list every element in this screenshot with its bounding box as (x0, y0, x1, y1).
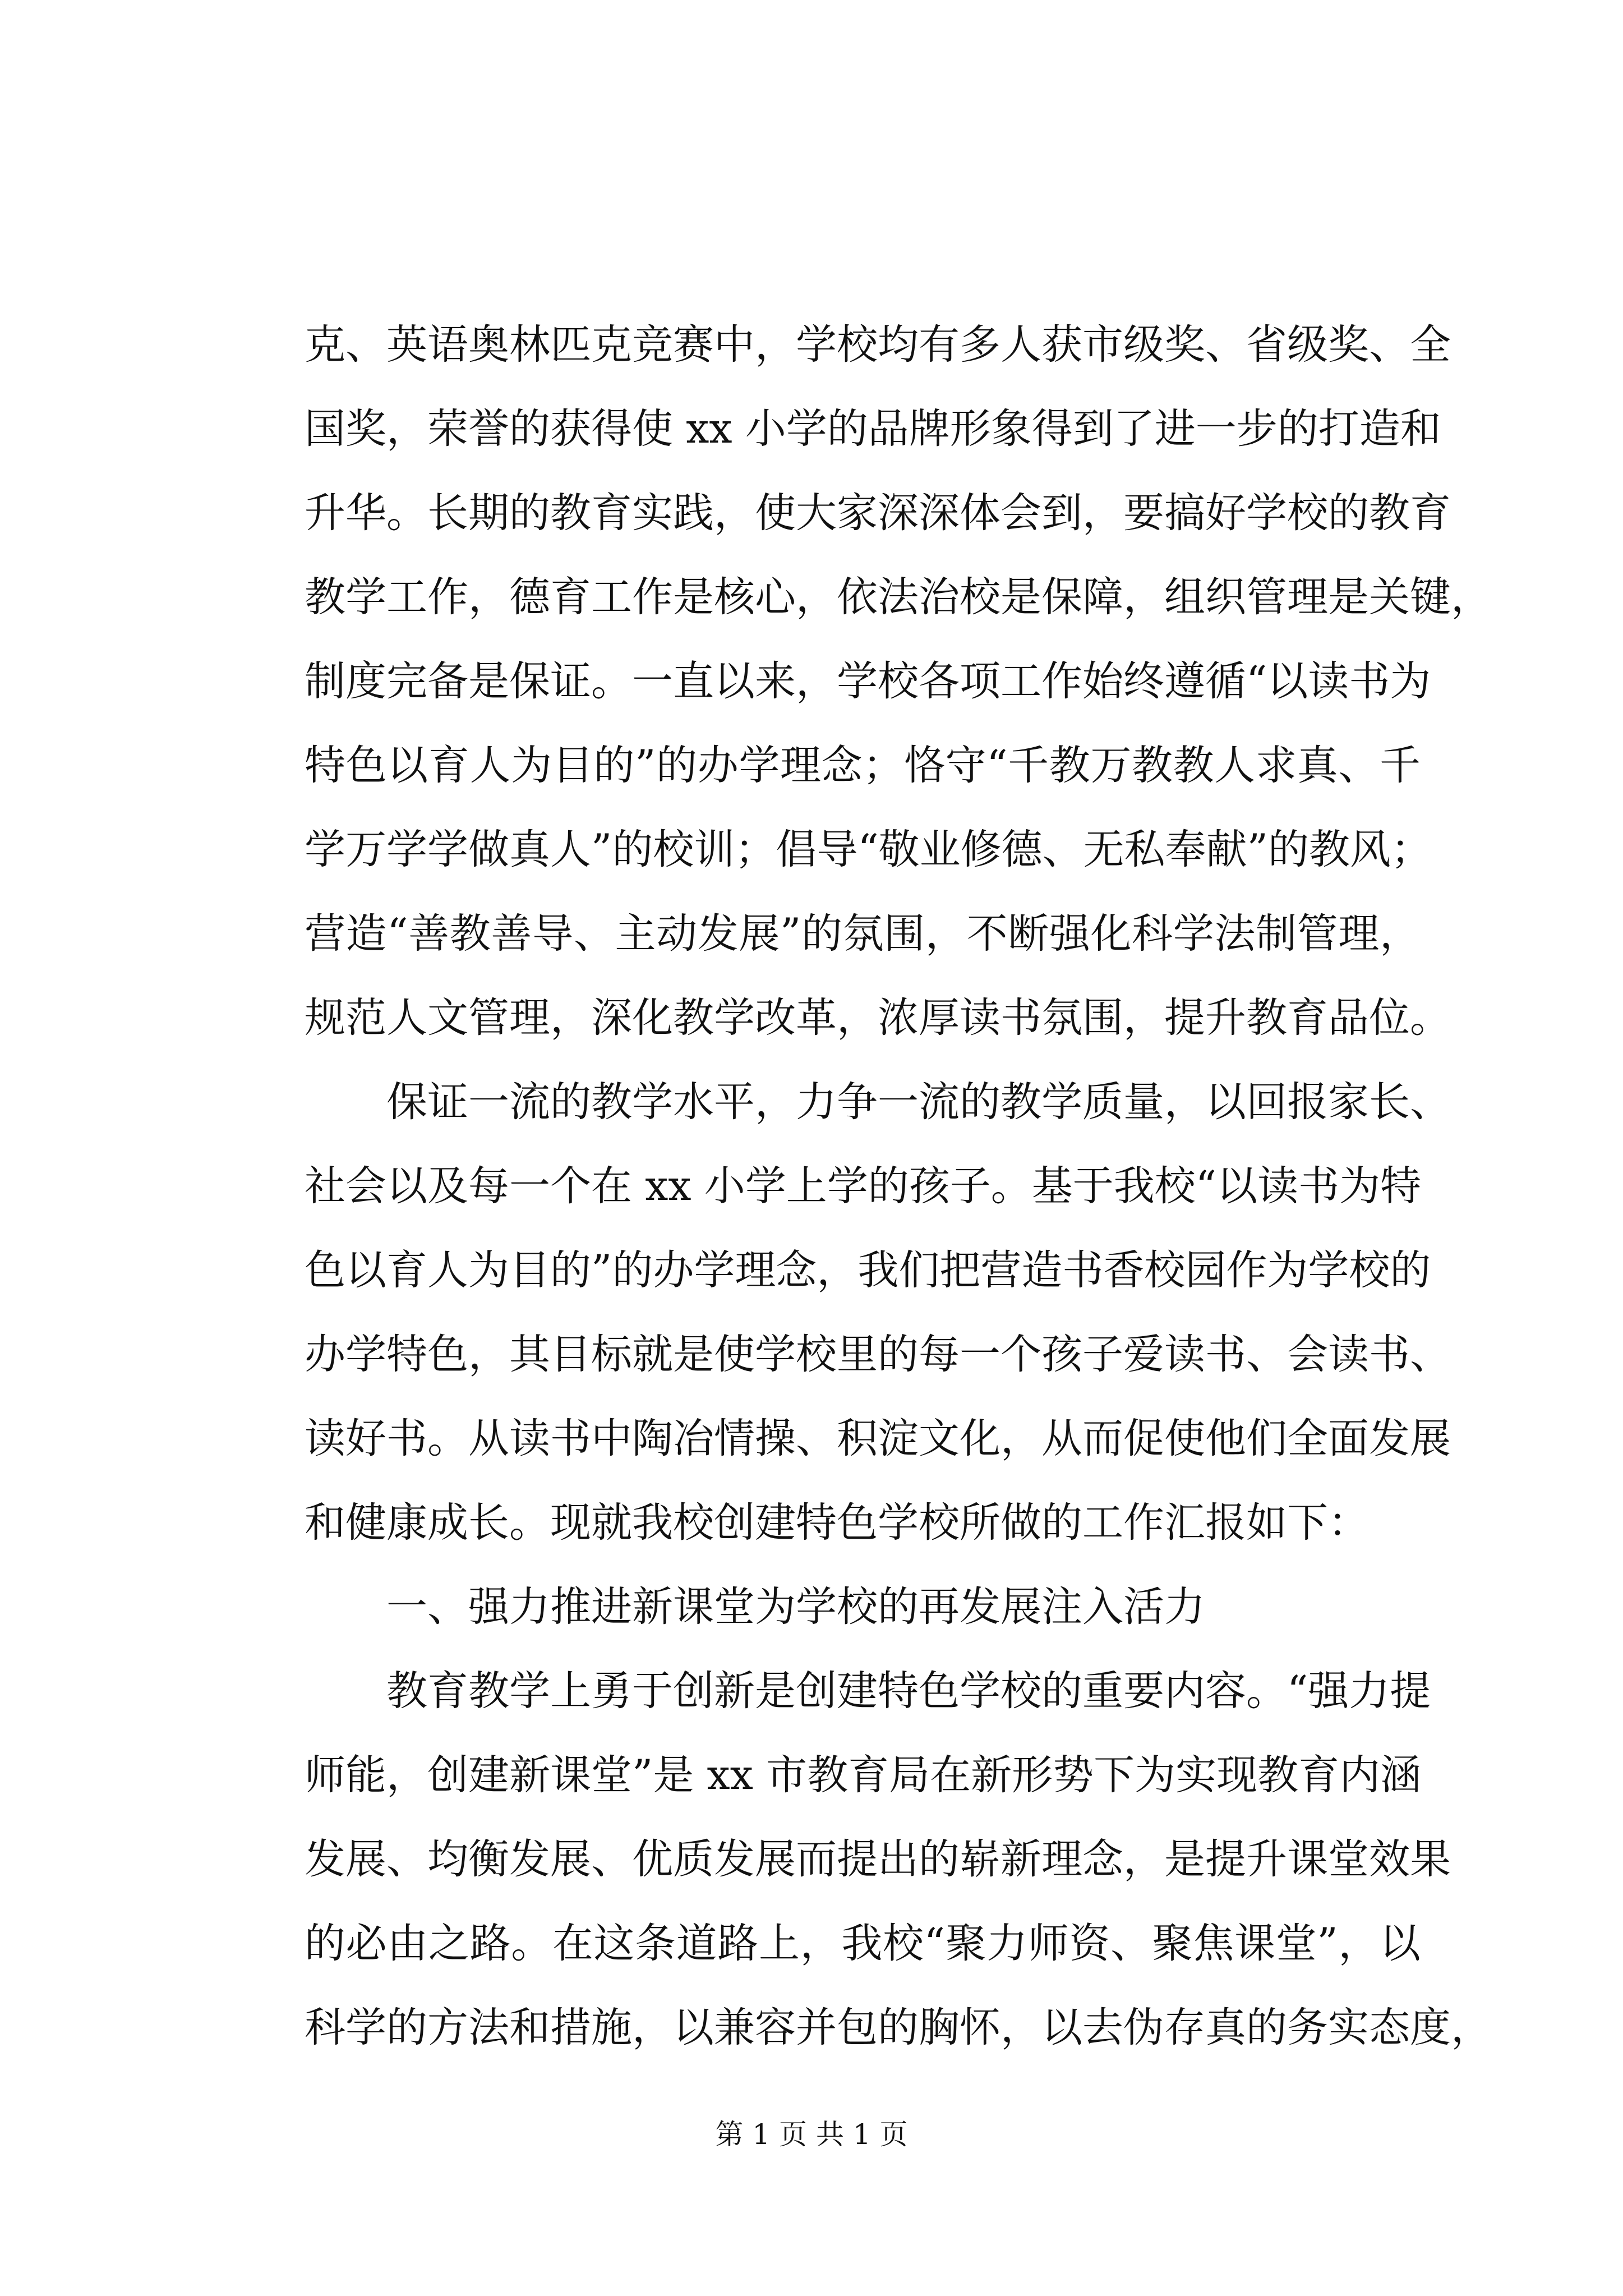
text-line-17: 教育教学上勇于创新是创建特色学校的重要内容。“强力提 (305, 1667, 1431, 1715)
text-line-12: 色以育人为目的”的办学理念，我们把营造书香校园作为学校的 (305, 1246, 1431, 1294)
text-line-11: 社会以及每一个在 xx 小学上学的孩子。基于我校“以读书为特 (305, 1162, 1422, 1210)
text-line-6: 特色以育人为目的”的办学理念；恪守“千教万教教人求真、千 (305, 742, 1421, 789)
page-footer: 第 1 页 共 1 页 (715, 2118, 908, 2151)
text-line-20: 的必由之路。在这条道路上，我校“聚力师资、聚焦课堂”，以 (305, 1920, 1421, 1967)
text-line-14: 读好书。从读书中陶冶情操、积淀文化，从而促使他们全面发展 (305, 1415, 1451, 1462)
text-line-13: 办学特色，其目标就是使学校里的每一个孩子爱读书、会读书、 (305, 1331, 1451, 1378)
text-line-3: 升华。长期的教育实践，使大家深深体会到，要搞好学校的教育 (305, 489, 1451, 537)
text-line-5: 制度完备是保证。一直以来，学校各项工作始终遵循“以读书为 (305, 657, 1431, 705)
text-line-8: 营造“善教善导、主动发展”的氛围，不断强化科学法制管理， (305, 910, 1421, 958)
text-line-4: 教学工作，德育工作是核心，依法治校是保障，组织管理是关键， (305, 573, 1492, 621)
text-line-21: 科学的方法和措施，以兼容并包的胸怀，以去伪存真的务实态度， (305, 2004, 1492, 2051)
text-line-15: 和健康成长。现就我校创建特色学校所做的工作汇报如下： (305, 1499, 1369, 1547)
text-line-7: 学万学学做真人”的校训；倡导“敬业修德、无私奉献”的教风； (305, 826, 1432, 873)
section-heading: 一、强力推进新课堂为学校的再发展注入活力 (305, 1583, 1205, 1631)
text-line-1: 克、英语奥林匹克竞赛中，学校均有多人获市级奖、省级奖、全 (305, 321, 1451, 369)
text-line-19: 发展、均衡发展、优质发展而提出的崭新理念，是提升课堂效果 (305, 1835, 1451, 1883)
text-line-2: 国奖，荣誉的获得使 xx 小学的品牌形象得到了进一步的打造和 (305, 405, 1441, 453)
text-line-10: 保证一流的教学水平，力争一流的教学质量，以回报家长、 (305, 1078, 1451, 1126)
text-line-18: 师能，创建新课堂”是 xx 市教育局在新形势下为实现教育内涵 (305, 1751, 1422, 1799)
text-line-9: 规范人文管理，深化教学改革，浓厚读书氛围，提升教育品位。 (305, 994, 1451, 1042)
